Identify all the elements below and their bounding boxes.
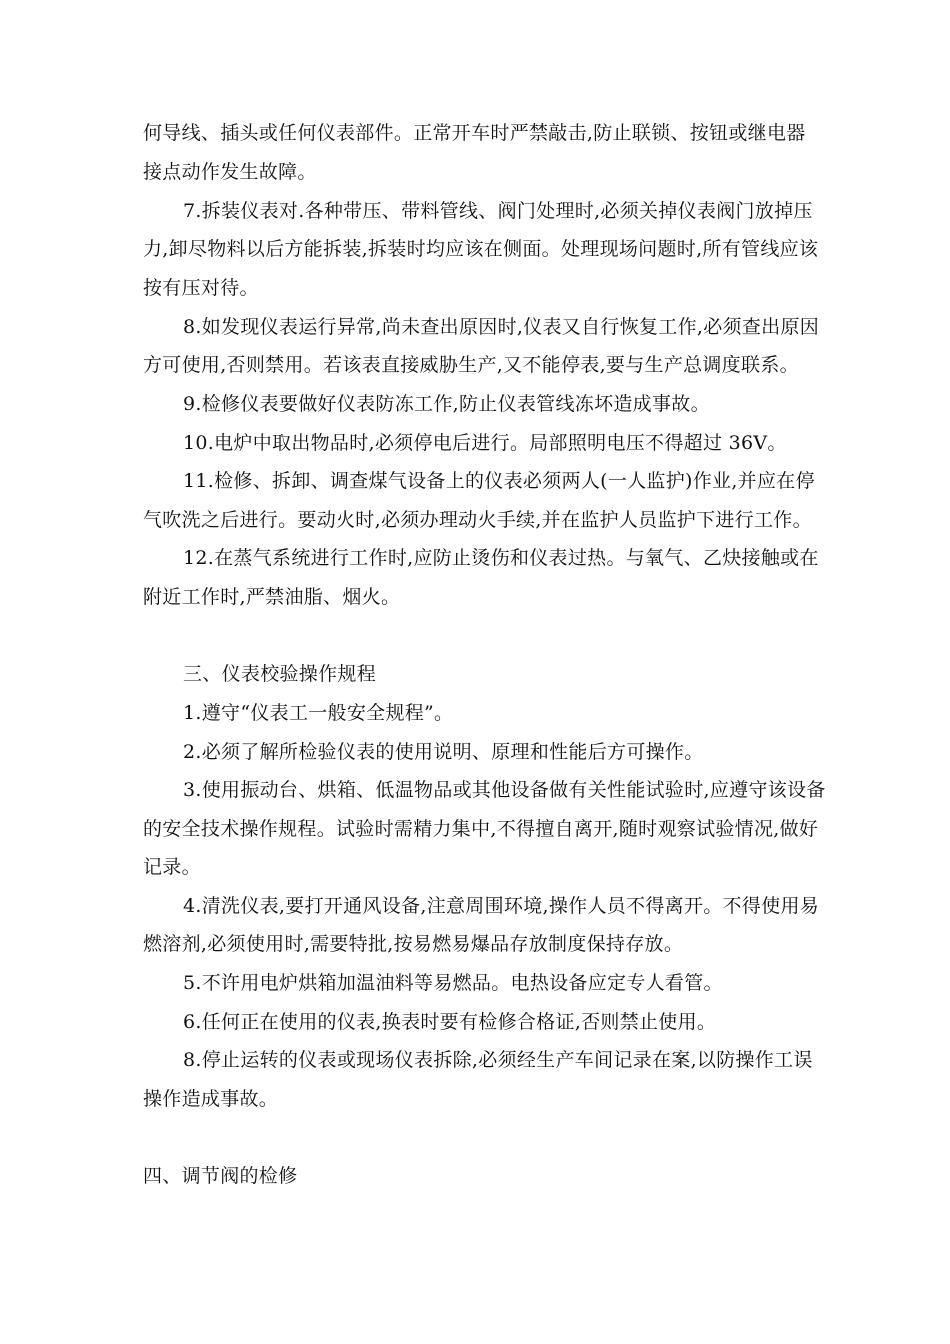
section-heading: 四、调节阀的检修 <box>143 1165 298 1187</box>
text-line: 何导线、插头或任何仪表部件。正常开车时严禁敲击,防止联锁、按钮或继电器 <box>143 122 806 144</box>
section-heading: 三、仪表校验操作规程 <box>183 663 377 685</box>
text-line: 1.遵守“仪表工一般安全规程”。 <box>183 702 454 724</box>
text-line: 10.电炉中取出物品时,必须停电后进行。局部照明电压不得超过 36V。 <box>183 432 787 454</box>
text-line: 的安全技术操作规程。试验时需精力集中,不得擅自离开,随时观察试验情况,做好 <box>143 818 819 840</box>
text-line: 力,卸尽物料以后方能拆装,拆装时均应该在侧面。处理现场问题时,所有管线应该 <box>143 238 819 260</box>
text-line: 8.停止运转的仪表或现场仪表拆除,必须经生产车间记录在案,以防操作工误 <box>183 1049 813 1071</box>
text-line: 11.检修、拆卸、调查煤气设备上的仪表必须两人(一人监护)作业,并应在停 <box>183 470 815 492</box>
text-line: 3.使用振动台、烘箱、低温物品或其他设备做有关性能试验时,应遵守该设备 <box>183 779 826 801</box>
text-line: 气吹洗之后进行。要动火时,必须办理动火手续,并在监护人员监护下进行工作。 <box>143 509 812 531</box>
text-line: 记录。 <box>143 856 201 878</box>
text-line: 4.清洗仪表,要打开通风设备,注意周围环境,操作人员不得离开。不得使用易 <box>183 895 820 917</box>
text-line: 6.任何正在使用的仪表,换表时要有检修合格证,否则禁止使用。 <box>183 1011 717 1033</box>
text-line: 按有压对待。 <box>143 277 259 299</box>
text-line: 附近工作时,严禁油脂、烟火。 <box>143 586 401 608</box>
text-line: 7.拆装仪表对.各种带压、带料管线、阀门处理时,必须关掉仪表阀门放掉压 <box>183 200 813 222</box>
text-line: 5.不许用电炉烘箱加温油料等易燃品。电热设备应定专人看管。 <box>183 972 723 994</box>
text-line: 燃溶剂,必须使用时,需要特批,按易燃易爆品存放制度保持存放。 <box>143 933 684 955</box>
text-line: 8.如发现仪表运行异常,尚未查出原因时,仪表又自行恢复工作,必须查出原因 <box>183 316 820 338</box>
text-line: 接点动作发生故障。 <box>143 161 317 183</box>
text-line: 方可使用,否则禁用。若该表直接威胁生产,又不能停表,要与生产总调度联系。 <box>143 354 799 376</box>
text-line: 2.必须了解所检验仪表的使用说明、原理和性能后方可操作。 <box>183 741 704 763</box>
text-line: 操作造成事故。 <box>143 1088 279 1110</box>
text-line: 12.在蒸气系统进行工作时,应防止烫伤和仪表过热。与氧气、乙炔接触或在 <box>183 547 819 569</box>
text-line: 9.检修仪表要做好仪表防冻工作,防止仪表管线冻坏造成事故。 <box>183 393 710 415</box>
